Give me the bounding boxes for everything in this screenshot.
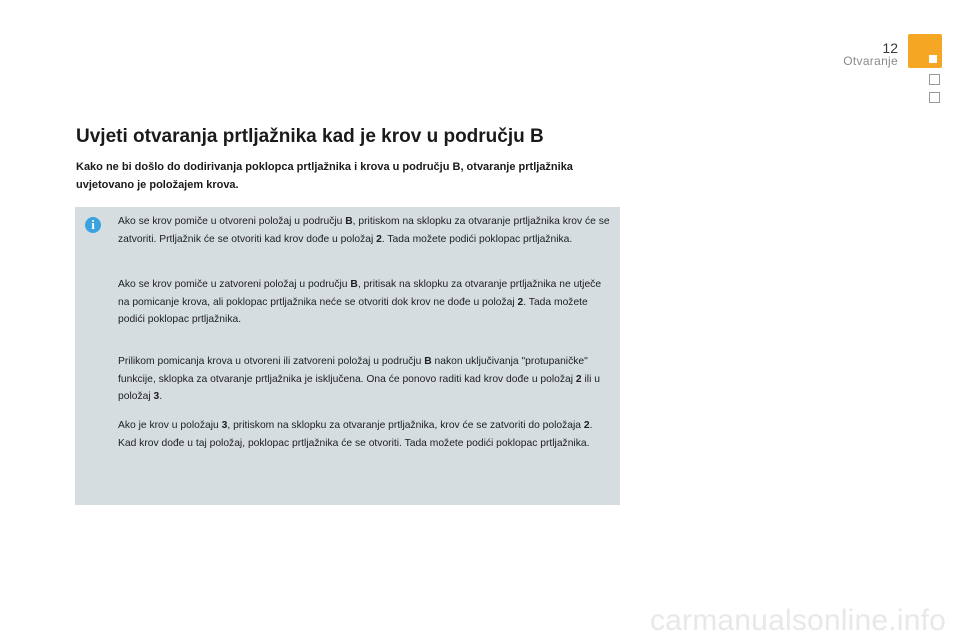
text-run: Ako se krov pomiče u otvoreni položaj u području: [118, 216, 346, 227]
bold-run: 2: [575, 373, 582, 385]
info-paragraph-1: [118, 213, 613, 248]
text-run: Prilikom pomicanja krova u otvoreni ili zatvoreni položaj u području: [118, 356, 425, 367]
text-run: , pritiskom na sklopku za otvaranje prtljažnika krov će se zatvoriti. Prtljažnik će se otvoriti kad krov dođe u položaj: [118, 216, 610, 245]
bold-run: B: [424, 356, 432, 367]
tab-marker-icon: [929, 55, 937, 63]
bold-run: 3: [153, 391, 160, 402]
section-tab-2[interactable]: [929, 74, 940, 85]
section-tab-3[interactable]: [929, 92, 940, 103]
bold-run: 2: [517, 296, 524, 308]
text-run: , pritisak na sklopku za otvaranje prtljažnika ne utječe na pomicanje krova, ali poklopac prtljažnika neće se otvoriti dok krov ne dođe u položaj: [118, 279, 602, 308]
bold-run: B: [350, 279, 358, 290]
text-run: Ako je krov u položaju: [118, 420, 222, 431]
text-run: , pritiskom na sklopku za otvaranje prtljažnika, krov će se zatvoriti do položaja: [227, 420, 584, 431]
page-title: Uvjeti otvaranja prtljažnika kad je krov u području B: [76, 126, 544, 147]
bold-run: 3: [221, 420, 228, 431]
section-label: Otvaranje: [843, 54, 898, 68]
section-tab-active[interactable]: [908, 34, 942, 68]
text-run: Ako se krov pomiče u zatvoreni položaj u području: [118, 279, 351, 290]
text-run: . Tada možete podići poklopac prtljažnika.: [118, 296, 588, 325]
watermark-text: carmanualsonline.info: [649, 604, 946, 637]
text-run: .: [159, 391, 163, 402]
bold-run: 2: [376, 233, 382, 245]
info-icon: i: [85, 217, 101, 233]
page-number: 12: [882, 40, 898, 56]
text-run: ili u položaj: [118, 373, 600, 402]
text-run: . Tada možete podići poklopac prtljažnika.: [381, 233, 573, 245]
bold-run: 2: [583, 420, 590, 431]
info-paragraph-4: [118, 417, 613, 452]
text-run: . Kad krov dođe u taj položaj, poklopac prtljažnika će se otvoriti. Tada možete podići poklopac prtljažnika.: [118, 420, 593, 449]
text-run: nakon uključivanja "protupaničke" funkcije, sklopka za otvaranje prtljažnika je isključena. Ona će ponovo raditi kad krov dođe u položaj: [118, 356, 588, 385]
bold-run: B: [345, 216, 353, 227]
intro-text: Kako ne bi došlo do dodirivanja poklopca prtljažnika i krova u području B, otvaranje prtljažnika uvjetovano je položajem krova.: [76, 161, 573, 191]
info-paragraph-3: [118, 353, 613, 406]
info-panel: [75, 207, 620, 505]
info-paragraph-2: [118, 276, 613, 329]
